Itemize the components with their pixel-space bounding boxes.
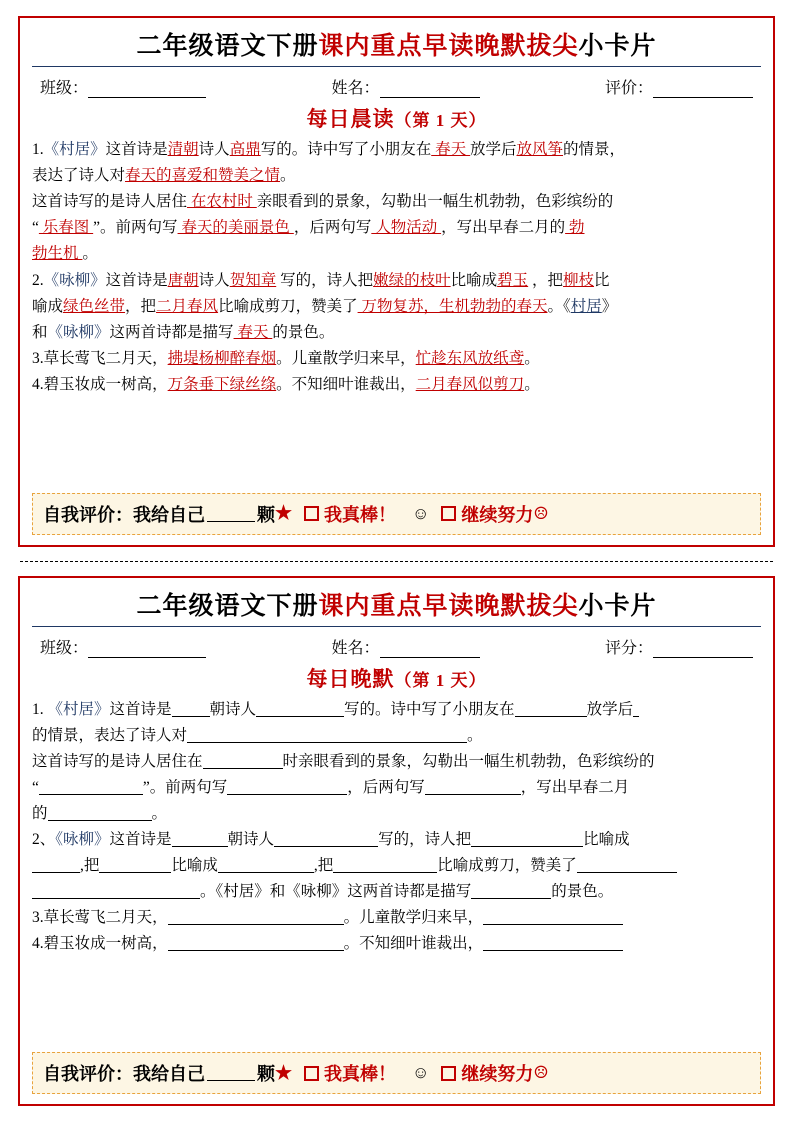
card-title [32, 586, 761, 627]
checkbox-great[interactable] [304, 1066, 319, 1081]
meta-row [32, 75, 761, 98]
self-evaluation-blank[interactable] [207, 1065, 255, 1081]
text-segment: 这首诗写的是诗人居住在 [32, 752, 203, 770]
self-evaluation-option-keep-trying: 继续努力 [461, 1064, 534, 1084]
text-segment: 二月春风 [156, 297, 219, 315]
score-field[interactable] [605, 635, 753, 658]
fill-in-blank[interactable] [515, 702, 587, 717]
text-segment: 这首诗写的是诗人居住 [32, 193, 188, 211]
text-segment: 写的，诗人把 [378, 831, 472, 849]
fill-in-blank[interactable] [168, 936, 344, 951]
text-segment: 诗人 [198, 141, 230, 158]
card-evening-dictation [18, 576, 775, 1107]
text-segment: 比喻成剪刀，赞美了 [437, 857, 577, 875]
card-subtitle-day: （第 1 天） [394, 670, 487, 690]
text-segment: 。不知细叶谁裁出， [343, 935, 484, 953]
fill-in-blank[interactable] [172, 832, 228, 847]
text-segment: 的情景，表达了诗人对 [32, 726, 188, 744]
body-line [32, 905, 761, 930]
star-icon: ★ [275, 503, 293, 524]
text-segment: ,把 [313, 857, 334, 875]
text-segment: 诗人 [198, 271, 230, 289]
card-title [32, 26, 761, 67]
text-segment: 的景色。 [272, 323, 335, 341]
star-icon: ★ [275, 1062, 293, 1084]
text-segment: ”。前两句写 [93, 219, 178, 237]
text-segment: 春天 [431, 141, 470, 158]
body-line [32, 163, 761, 188]
fill-in-blank[interactable] [32, 858, 80, 873]
text-segment: 时亲眼看到的景象，勾勒出一幅生机勃勃，色彩缤纷的 [282, 752, 655, 770]
text-segment: 比喻成 [583, 831, 630, 849]
text-segment: 。儿童散学归来早， [276, 349, 416, 367]
text-segment: 。 [524, 349, 540, 367]
text-segment: 喻成 [32, 297, 64, 315]
class-input-line[interactable] [88, 644, 206, 658]
fill-in-blank[interactable] [577, 858, 677, 873]
text-segment: 碧玉 [497, 271, 529, 289]
text-segment: 的景色。 [551, 883, 614, 901]
text-segment: ，后两句写 [347, 778, 425, 796]
text-segment: 唐朝 [167, 271, 199, 289]
score-label: 评分： [605, 639, 654, 657]
body-line [32, 294, 761, 319]
text-segment: 3.草长莺飞二月天， [32, 349, 168, 367]
name-field[interactable] [332, 635, 480, 658]
fill-in-blank[interactable] [471, 832, 583, 847]
card-body-morning [32, 137, 761, 485]
body-line [32, 189, 761, 214]
sad-face-icon: ☹ [533, 503, 549, 523]
evaluation-label: 评价： [605, 80, 654, 97]
body-line [32, 775, 761, 800]
card-subtitle-main: 每日晚默 [306, 666, 395, 691]
text-segment: 。《 [547, 297, 571, 315]
self-evaluation-label: 自我评价：我给自己 [43, 504, 205, 525]
text-segment: 在农村时 [187, 193, 257, 211]
text-segment: 4.碧玉妆成一树高， [32, 935, 168, 953]
text-segment: 》 [601, 297, 618, 315]
text-segment: 。儿童散学归来早， [343, 909, 484, 927]
name-input-line[interactable] [380, 84, 480, 98]
text-segment: 表达了诗人对 [32, 167, 126, 185]
text-segment: “ [32, 219, 39, 237]
class-field[interactable] [40, 635, 206, 658]
text-segment: 万物复苏，生机勃勃的春天 [357, 297, 548, 315]
fill-in-blank[interactable] [48, 806, 152, 821]
text-segment: 人物活动 [371, 219, 442, 237]
text-segment: 高鼎 [229, 141, 261, 158]
body-line [32, 723, 761, 748]
text-segment: 写的，诗人把 [276, 271, 374, 289]
text-segment: 。 [524, 375, 540, 393]
text-segment: 贺知章 [229, 271, 277, 289]
name-input-line[interactable] [380, 644, 480, 658]
text-segment: 二月春风似剪刀 [415, 375, 525, 393]
card-subtitle [32, 663, 761, 693]
name-label: 姓名： [331, 639, 380, 657]
text-segment: ，写出早春二月 [520, 778, 630, 796]
text-segment: 勃生机 [32, 245, 83, 263]
text-segment: 。 [151, 804, 168, 822]
body-line [32, 931, 761, 956]
self-evaluation-bar-morning [32, 493, 761, 535]
name-field[interactable] [332, 75, 480, 98]
body-line [32, 268, 761, 293]
text-segment: 忙趁东风放纸鸢 [415, 349, 525, 367]
text-segment: 乐春图 [38, 219, 94, 237]
card-subtitle-main: 每日晨读 [306, 107, 395, 131]
class-label: 班级： [40, 639, 89, 657]
text-segment: ，后两句写 [293, 219, 372, 237]
fill-in-blank[interactable] [274, 832, 378, 847]
fill-in-blank[interactable] [39, 780, 143, 795]
text-segment: 《咏柳》 [47, 323, 110, 341]
text-segment: 2. [32, 271, 44, 289]
card-title-part-3: 小卡片 [578, 592, 657, 620]
class-field[interactable] [40, 75, 206, 98]
fill-in-blank[interactable] [333, 858, 437, 873]
text-segment: 这首诗是 [105, 141, 168, 158]
body-line [32, 801, 761, 826]
fill-in-blank[interactable] [256, 702, 344, 717]
card-divider [20, 561, 773, 562]
text-segment: 这首诗是 [109, 700, 172, 718]
body-line [32, 137, 761, 162]
text-segment: 1. [32, 141, 44, 158]
card-title-part-2: 课内重点早读晚默拔尖 [318, 592, 579, 620]
fill-in-blank[interactable] [203, 754, 283, 769]
self-evaluation-option-great: 我真棒！ [324, 504, 397, 525]
text-segment: 的 [32, 804, 48, 822]
text-segment: 1. [32, 700, 48, 718]
body-line [32, 697, 761, 722]
card-subtitle-day: （第 1 天） [394, 111, 487, 130]
text-segment: 《咏柳》 [55, 831, 110, 849]
fill-in-blank[interactable] [187, 728, 467, 743]
body-line [32, 879, 761, 904]
self-evaluation-label: 自我评价：我给自己 [43, 1064, 205, 1084]
text-segment: 。不知细叶谁裁出， [276, 375, 416, 393]
card-title-part-1: 二年级语文下册 [136, 592, 319, 620]
checkbox-keep-trying[interactable] [441, 1066, 456, 1081]
fill-in-blank[interactable] [168, 910, 344, 925]
text-segment: 绿色丝带 [63, 297, 126, 315]
text-segment: 4.碧玉妆成一树高， [32, 375, 168, 393]
text-segment: 比喻成剪刀，赞美了 [218, 297, 358, 315]
text-segment: 《村居》 [43, 141, 106, 158]
text-segment: 这两首诗都是描写 [109, 323, 234, 341]
fill-in-blank[interactable] [633, 702, 639, 717]
text-segment: 这首诗是 [109, 831, 172, 849]
text-segment: 嫩绿的枝叶 [373, 271, 451, 289]
text-segment: 拂堤杨柳醉春烟 [167, 349, 277, 367]
text-segment: ,把 [80, 857, 100, 875]
card-subtitle [32, 103, 761, 133]
text-segment: 。《村居》和《咏柳》这两首诗都是描写 [200, 883, 472, 901]
body-line [32, 853, 761, 878]
fill-in-blank[interactable] [471, 884, 551, 899]
text-segment: 3.草长莺飞二月天， [32, 909, 168, 927]
checkbox-great[interactable] [304, 506, 319, 521]
card-title-part-1: 二年级语文下册 [136, 33, 319, 60]
self-evaluation-blank[interactable] [207, 506, 255, 522]
text-segment: ，写出早春二月的 [441, 219, 566, 237]
text-segment: ”。前两句写 [142, 778, 228, 796]
fill-in-blank[interactable] [32, 884, 200, 899]
text-segment: 放学后 [586, 700, 634, 718]
body-line [32, 320, 761, 345]
fill-in-blank[interactable] [425, 780, 521, 795]
text-segment: 亲眼看到的景象，勾勒出一幅生机勃勃，色彩缤纷的 [256, 193, 614, 211]
name-label: 姓名： [331, 80, 380, 97]
text-segment: 勃 [565, 219, 585, 237]
smiley-icon: ☺ [412, 1063, 430, 1082]
fill-in-blank[interactable] [227, 780, 347, 795]
smiley-icon: ☺ [412, 503, 430, 523]
text-segment: 比喻成 [450, 271, 498, 289]
text-segment: 柳枝 [563, 271, 595, 289]
body-line [32, 372, 761, 397]
text-segment: 这首诗是 [105, 271, 168, 289]
text-segment: 的情景， [563, 141, 626, 158]
score-input-line[interactable] [653, 644, 753, 658]
self-evaluation-option-keep-trying: 继续努力 [461, 504, 534, 525]
fill-in-blank[interactable] [218, 858, 314, 873]
card-title-part-3: 小卡片 [578, 33, 657, 60]
text-segment: 春天 [233, 323, 273, 341]
text-segment: 。 [82, 245, 98, 263]
card-morning-reading [18, 16, 775, 547]
self-evaluation-bar-evening [32, 1052, 761, 1094]
self-evaluation-unit: 颗 [257, 504, 275, 525]
fill-in-blank[interactable] [99, 858, 171, 873]
text-segment: 和 [32, 323, 48, 341]
text-segment: 放学后 [469, 141, 517, 158]
body-line [32, 749, 761, 774]
card-body-evening [32, 697, 761, 1045]
text-segment: 清朝 [167, 141, 199, 158]
text-segment: 写的。诗中写了小朋友在 [260, 141, 432, 158]
text-segment: 放风筝 [516, 141, 564, 158]
class-input-line[interactable] [88, 84, 206, 98]
self-evaluation-option-great: 我真棒！ [324, 1064, 397, 1084]
class-label: 班级： [40, 80, 89, 97]
text-segment: 写的。诗中写了小朋友在 [344, 700, 515, 718]
text-segment: 。 [280, 167, 296, 185]
fill-in-blank[interactable] [483, 910, 623, 925]
evaluation-field[interactable] [605, 75, 753, 98]
text-segment: 朝诗人 [227, 831, 275, 849]
text-segment: 朝诗人 [209, 700, 257, 718]
text-segment: 万条垂下绿丝绦 [167, 375, 277, 393]
fill-in-blank[interactable] [483, 936, 623, 951]
text-segment: 。 [467, 726, 483, 744]
body-line [32, 346, 761, 371]
text-segment: ，把 [528, 271, 564, 289]
sad-face-icon: ☹ [533, 1063, 549, 1082]
fill-in-blank[interactable] [172, 702, 210, 717]
text-segment: 《咏柳》 [43, 271, 106, 289]
text-segment: 比 [594, 271, 610, 289]
text-segment: 村居 [570, 297, 602, 315]
self-evaluation-unit: 颗 [257, 1064, 275, 1084]
text-segment: 2、 [32, 831, 56, 849]
checkbox-keep-trying[interactable] [441, 506, 456, 521]
text-segment: 春天的美丽景色 [177, 219, 294, 237]
evaluation-input-line[interactable] [653, 84, 753, 98]
text-segment: “ [32, 778, 39, 796]
text-segment: 春天的喜爱和赞美之情 [125, 167, 281, 185]
body-line [32, 215, 761, 240]
text-segment: ，把 [125, 297, 157, 315]
meta-row [32, 635, 761, 658]
text-segment: 《村居》 [47, 700, 110, 718]
body-line [32, 241, 761, 266]
body-line [32, 827, 761, 852]
text-segment: 比喻成 [171, 857, 218, 875]
card-title-part-2: 课内重点早读晚默拔尖 [318, 33, 579, 60]
